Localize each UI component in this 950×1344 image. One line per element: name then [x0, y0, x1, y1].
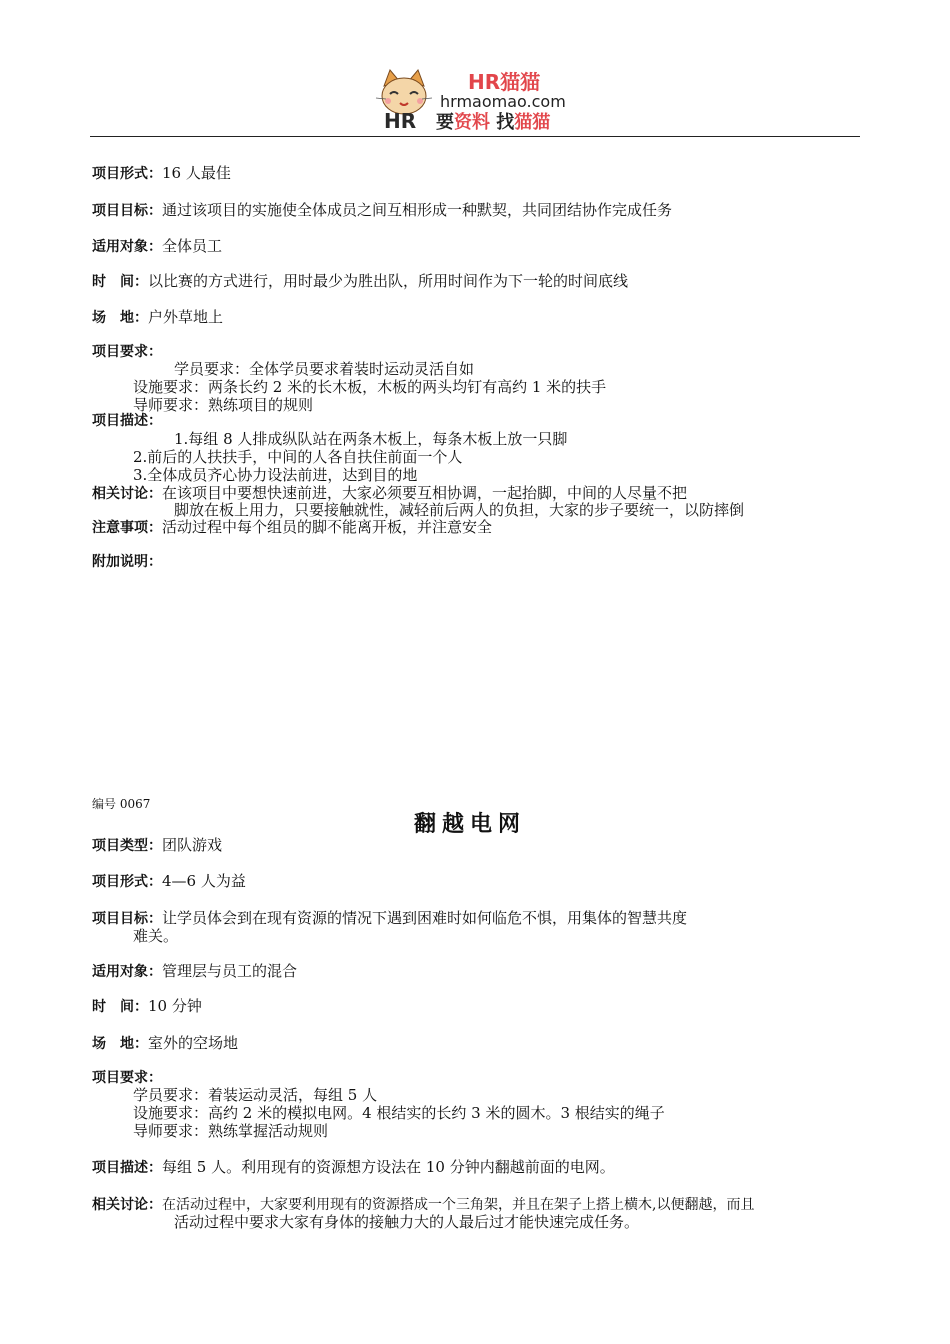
header-divider [90, 136, 860, 137]
field-target [92, 962, 297, 981]
logo-brand: HR猫猫 [468, 70, 541, 94]
disc-line-2: 活动过程中要求大家有身体的接触力大的人最后过才能快速完成任务。 [174, 1213, 640, 1231]
field-value: 让学员体会到在现有资源的情况下遇到困难时如何临危不惧，用集体的智慧共度 [162, 909, 688, 927]
req-line-3: 导师要求：熟练掌握活动规则 [133, 1122, 329, 1140]
field-value: 活动过程中每个组员的脚不能离开板，并注意安全 [162, 518, 493, 536]
field-value: 每组 5 人。利用现有的资源想方设法在 10 分钟内翻越前面的电网。 [162, 1158, 615, 1176]
field-label: 注意事项： [92, 520, 162, 536]
field-value: 以比赛的方式进行，用时最少为胜出队，所用时间作为下一轮的时间底线 [148, 272, 629, 290]
desc-label: 项目描述： [92, 413, 162, 429]
desc-line-2: 2.前后的人扶扶手，中间的人各自扶住前面一个人 [133, 448, 463, 466]
field-venue [92, 308, 223, 327]
field-label: 项目描述： [92, 1160, 162, 1176]
field-value: 在活动过程中，大家要利用现有的资源搭成一个三角架，并且在架子上搭上横木,以便翻越，而且 [162, 1197, 755, 1213]
field-time [92, 997, 202, 1016]
field-label: 项目目标： [92, 203, 162, 219]
field-label: 相关讨论： [92, 1197, 162, 1213]
field-notes [92, 518, 492, 537]
logo-url: hrmaomao.com [440, 92, 566, 111]
field-label: 适用对象： [92, 964, 162, 980]
logo-slogan: 要资料 找猫猫 [436, 112, 551, 133]
field-label: 项目形式： [92, 874, 162, 890]
field-type [92, 836, 222, 855]
item-number: 编号 0067 [92, 797, 151, 811]
desc-line-3: 3.全体成员齐心协力设法前进，达到目的地 [133, 466, 418, 484]
field-form [92, 872, 246, 891]
field-label: 适用对象： [92, 239, 162, 255]
req-line-2: 设施要求：两条长约 2 米的长木板，木板的两头均钉有高约 1 米的扶手 [133, 378, 607, 396]
field-label: 相关讨论： [92, 486, 162, 502]
field-goal [92, 201, 672, 220]
field-value: 在该项目中要想快速前进，大家必须要互相协调，一起抬脚，中间的人尽量不把 [162, 484, 688, 502]
field-time [92, 272, 628, 291]
field-label: 项目类型： [92, 838, 162, 854]
field-value: 16 人最佳 [162, 164, 231, 182]
field-value: 4—6 人为益 [162, 872, 246, 890]
field-value: 团队游戏 [162, 836, 223, 854]
field-venue [92, 1034, 238, 1053]
field-target [92, 237, 222, 256]
page-title: 翻越电网 [414, 812, 527, 837]
req-line-1: 学员要求：着装运动灵活，每组 5 人 [133, 1086, 378, 1104]
req-line-3: 导师要求：熟练项目的规则 [133, 396, 314, 414]
field-label: 时 间： [92, 274, 148, 290]
field-label: 场 地： [92, 1036, 148, 1052]
desc-line-1: 1.每组 8 人排成纵队站在两条木板上，每条木板上放一只脚 [174, 430, 568, 448]
field-label: 时 间： [92, 999, 148, 1015]
hr-mark: HR [384, 109, 417, 133]
extra-label: 附加说明： [92, 554, 162, 570]
field-description [92, 1158, 615, 1177]
goal-line-2: 难关。 [133, 927, 179, 945]
field-value: 通过该项目的实施使全体成员之间互相形成一种默契，共同团结协作完成任务 [162, 201, 673, 219]
disc-line-2: 脚放在板上用力，只要接触就性，减轻前后两人的负担，大家的步子要统一，以防摔倒 [174, 501, 745, 519]
field-value: 全体员工 [162, 237, 223, 255]
field-label: 项目形式： [92, 166, 162, 182]
req-line-2: 设施要求：高约 2 米的模拟电网。4 根结实的长约 3 米的圆木。3 根结实的绳子 [133, 1104, 665, 1122]
req-line-1: 学员要求：全体学员要求着装时运动灵活自如 [174, 360, 475, 378]
req-label: 项目要求： [92, 1070, 162, 1086]
field-value: 管理层与员工的混合 [162, 962, 298, 980]
field-value: 户外草地上 [148, 308, 224, 326]
field-value: 室外的空场地 [148, 1034, 239, 1052]
req-label: 项目要求： [92, 344, 162, 360]
field-label: 场 地： [92, 310, 148, 326]
field-discussion [92, 1195, 754, 1214]
field-value: 10 分钟 [148, 997, 202, 1015]
field-goal [92, 909, 687, 928]
field-form [92, 164, 231, 183]
field-label: 项目目标： [92, 911, 162, 927]
